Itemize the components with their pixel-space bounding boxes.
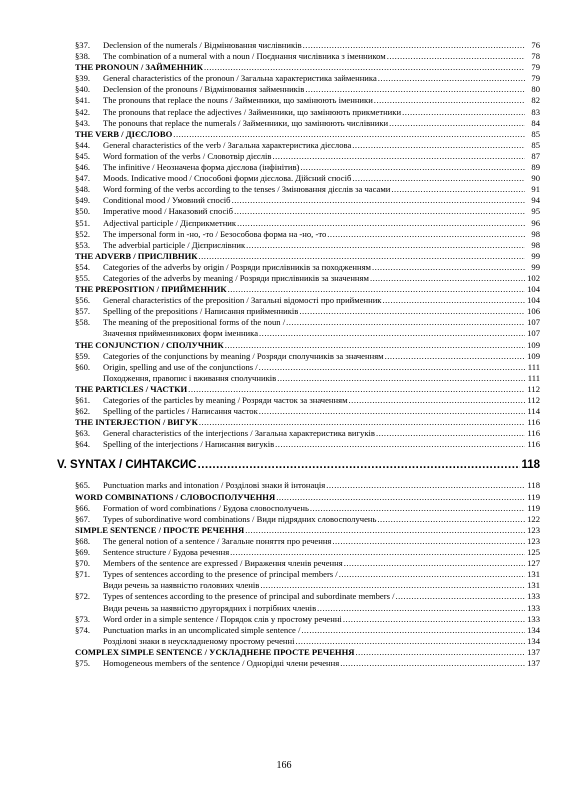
- toc-page-number: 133: [527, 591, 540, 602]
- toc-page-number: 137: [527, 657, 540, 668]
- toc-leader-dots: [402, 107, 525, 118]
- toc-title: Word order in a simple sentence / Порядок слів у простому реченні: [103, 613, 342, 624]
- toc-page-number: 89: [531, 162, 540, 173]
- toc-leader-dots: [199, 251, 526, 262]
- toc-entry-number: §54.: [75, 261, 91, 272]
- toc-title: General characteristics of the interjections / Загальна характеристика вигуків: [103, 428, 375, 439]
- toc-title: The adverbial participle / Дієприслівник: [103, 239, 246, 250]
- toc-entry-row: [75, 140, 540, 151]
- toc-entry-row: [75, 162, 540, 173]
- toc-leader-dots: [286, 317, 525, 328]
- toc-leader-dots: [225, 340, 525, 351]
- toc-title: General characteristics of the pronoun / Загальна характеристика займенника: [103, 73, 377, 84]
- toc-leader-dots: [383, 295, 526, 306]
- toc-title: Conditional mood / Умовний спосіб: [103, 195, 231, 206]
- toc-page-number: 134: [527, 624, 540, 635]
- toc-title: Categories of the adverbs by meaning / Розряди прислівників за значенням: [103, 272, 369, 283]
- toc-entry-row: [75, 317, 540, 328]
- toc-leader-dots: [299, 306, 525, 317]
- toc-entry-row: [75, 503, 540, 514]
- toc-title: COMPLEX SIMPLE SENTENCE / УСКЛАДНЕНЕ ПРОСТЕ РЕЧЕННЯ: [75, 646, 355, 657]
- toc-title: THE PRONOUN / ЗАЙМЕННИК: [75, 62, 203, 73]
- toc-title: WORD COMBINATIONS / СЛОВОСПОЛУЧЕННЯ: [75, 491, 276, 502]
- toc-entry-number: §41.: [75, 95, 91, 106]
- toc-entry-row: [75, 173, 540, 184]
- toc-title: THE PREPOSITION / ПРИЙМЕННИК: [75, 284, 227, 295]
- toc-leader-dots: [246, 240, 525, 251]
- toc-title: Походження, правопис і вживання сполучників: [103, 372, 277, 383]
- toc-leader-dots: [391, 184, 525, 195]
- toc-entry-row: [75, 40, 540, 51]
- toc-entry-row: [75, 107, 540, 118]
- toc-page-number: 116: [527, 417, 540, 428]
- toc-entry-number: §69.: [75, 547, 91, 558]
- toc-entry-row: [75, 84, 540, 95]
- toc-title: Formation of word combinations / Будова словосполучень: [103, 502, 309, 513]
- toc-entry-number: §63.: [75, 428, 91, 439]
- toc-page-number: 79: [531, 73, 540, 84]
- toc-page-number: 133: [527, 602, 540, 613]
- toc-page-number: 131: [527, 569, 540, 580]
- toc-leader-dots: [259, 406, 525, 417]
- toc-leader-dots: [301, 625, 525, 636]
- toc-entry-row: [75, 625, 540, 636]
- toc-leader-dots: [344, 558, 525, 569]
- toc-title: Значення прийменникових форм іменника: [103, 328, 259, 339]
- toc-entry-number: §47.: [75, 173, 91, 184]
- toc-leader-dots: [352, 140, 525, 151]
- toc-page-number: 127: [527, 558, 540, 569]
- toc-leader-dots: [310, 503, 525, 514]
- toc-entry-number: §43.: [75, 117, 91, 128]
- toc-page-number: 82: [531, 95, 540, 106]
- toc-entry-number: §55.: [75, 272, 91, 283]
- toc-leader-dots: [376, 428, 525, 439]
- toc-leader-dots: [317, 603, 525, 614]
- toc-leader-dots: [356, 647, 525, 658]
- toc-leader-dots: [277, 373, 525, 384]
- toc-title: The impersonal form in -но, -то / Безособова форма на -но, -то: [103, 228, 327, 239]
- toc-entry-row: [75, 73, 540, 84]
- toc-entry-row: [75, 558, 540, 569]
- toc-page-number: 78: [531, 51, 540, 62]
- toc-leader-dots: [276, 492, 525, 503]
- toc-page-number: 95: [531, 206, 540, 217]
- toc-entry-number: §51.: [75, 217, 91, 228]
- toc-entry-row: [75, 428, 540, 439]
- toc-entry-number: §75.: [75, 657, 91, 668]
- toc-page-number: 116: [527, 439, 540, 450]
- toc-title: Imperative mood / Наказовий спосіб: [103, 206, 234, 217]
- toc-leader-dots: [199, 417, 525, 428]
- toc-section-row: [75, 417, 540, 428]
- toc-entry-row: [75, 273, 540, 284]
- toc-leader-dots: [327, 229, 525, 240]
- toc-leader-dots: [275, 439, 525, 450]
- toc-entry-row: [75, 218, 540, 229]
- toc-entry-number: §44.: [75, 139, 91, 150]
- toc-entry-row: [75, 151, 540, 162]
- toc-entry-row: [75, 351, 540, 362]
- toc-entry-number: §59.: [75, 350, 91, 361]
- toc-title: Declension of the pronouns / Відмінювання займенників: [103, 84, 305, 95]
- toc-page-number: 76: [531, 40, 540, 50]
- toc-page-number: 137: [527, 646, 540, 657]
- toc-title: THE PARTICLES / ЧАСТКИ: [75, 383, 188, 394]
- toc-entry-row: [75, 229, 540, 240]
- toc-leader-dots: [295, 636, 525, 647]
- toc-title: Spelling of the prepositions / Написання прийменників: [103, 306, 299, 317]
- toc-entry-number: §58.: [75, 317, 91, 328]
- toc-entry-row: [75, 118, 540, 129]
- toc-leader-dots: [349, 395, 525, 406]
- toc-page-number: 109: [527, 339, 540, 350]
- toc-title: Word formation of the verbs / Словотвір дієслів: [103, 150, 272, 161]
- toc-title: Categories of the particles by meaning / Розряди часток за значенням: [103, 395, 348, 405]
- toc-leader-dots: [230, 547, 525, 558]
- toc-entry-row: [75, 480, 540, 491]
- toc-entry-number: §65.: [75, 480, 91, 491]
- toc-title: THE ADVERB / ПРИСЛІВНИК: [75, 250, 198, 261]
- toc-entry-number: §52.: [75, 228, 91, 239]
- toc-page-number: 99: [531, 250, 540, 261]
- toc-section-row: [75, 647, 540, 658]
- toc-leader-dots: [232, 195, 525, 206]
- toc-title: Types of sentences according to the presence of principal members /: [103, 569, 338, 580]
- toc-title: Origin, spelling and use of the conjunctions /: [103, 361, 258, 372]
- toc-leader-dots: [352, 173, 525, 184]
- toc-entry-number: §60.: [75, 361, 91, 372]
- toc-cont-row: [75, 636, 540, 647]
- toc-leader-dots: [173, 129, 525, 140]
- toc-page-number: 118: [521, 459, 540, 472]
- toc-title: Види речень за наявністю головних членів: [103, 580, 260, 591]
- toc-title: General characteristics of the verb / Загальна характеристика дієслова: [103, 139, 352, 150]
- toc-page-number: 118: [527, 480, 540, 491]
- toc-leader-dots: [305, 84, 525, 95]
- toc-major-row: [57, 450, 540, 480]
- toc-leader-dots: [204, 62, 525, 73]
- toc-section-row: [75, 340, 540, 351]
- toc-page-number: 98: [531, 228, 540, 239]
- toc-page-number: 111: [527, 372, 540, 383]
- toc-title: Homogeneous members of the sentence / Однорідні члени речення: [103, 657, 340, 668]
- toc-leader-dots: [395, 591, 525, 602]
- toc-page-number: 114: [527, 406, 540, 417]
- toc-page-number: 134: [527, 635, 540, 646]
- toc-leader-dots: [245, 525, 525, 536]
- toc-entry-number: §40.: [75, 84, 91, 95]
- toc-title: Word forming of the verbs according to the tenses / Змінювання дієслів за часами: [103, 184, 391, 195]
- toc-section-row: [75, 384, 540, 395]
- toc-entry-number: §62.: [75, 406, 91, 417]
- toc-entry-row: [75, 547, 540, 558]
- toc-title: The ponouns that replace the numerals / Займенники, що замінюють числівники: [103, 117, 389, 128]
- toc-page-number: 107: [527, 328, 540, 339]
- page-number: 166: [276, 760, 292, 771]
- toc-page-number: 122: [527, 513, 540, 524]
- toc-title: Declension of the numerals / Відмінювання числівників: [103, 40, 302, 50]
- toc-entry-number: §71.: [75, 569, 91, 580]
- toc-page-number: 111: [527, 361, 540, 372]
- toc-title: Розділові знаки в неускладненому простому реченні: [103, 635, 295, 646]
- toc-page-number: 85: [531, 128, 540, 139]
- toc-page-number: 102: [527, 272, 540, 283]
- toc-leader-dots: [385, 351, 525, 362]
- toc-page-number: 119: [527, 502, 540, 513]
- toc-leader-dots: [343, 614, 525, 625]
- toc-page-number: 79: [531, 62, 540, 73]
- toc-entry-number: §39.: [75, 73, 91, 84]
- toc-title: The general notion of a sentence / Загальне поняття про речення: [103, 535, 332, 546]
- toc-title: Types of sentences according to the presence of principal and subordinate members /: [103, 591, 395, 602]
- toc-title: Categories of the adverbs by origin / Розряди прислівників за походженням: [103, 261, 371, 272]
- toc-leader-dots: [303, 40, 525, 51]
- toc-page-number: 98: [531, 239, 540, 250]
- toc-entry-row: [75, 406, 540, 417]
- toc-page-number: 85: [531, 139, 540, 150]
- toc-leader-dots: [300, 162, 525, 173]
- toc-title: Types of subordinative word combinations / Види підрядних словосполучень: [103, 513, 377, 524]
- toc-entry-row: [75, 658, 540, 669]
- toc-leader-dots: [188, 384, 525, 395]
- toc-entry-row: [75, 195, 540, 206]
- toc-leader-dots: [377, 514, 525, 525]
- toc-page-number: 125: [527, 547, 540, 558]
- toc-section-row: [75, 62, 540, 73]
- toc-page-number: 123: [527, 535, 540, 546]
- toc-title: The combination of a numeral with a noun / Поєднання числівника з іменником: [103, 51, 386, 62]
- toc-entry-row: [75, 95, 540, 106]
- toc-entry-number: §46.: [75, 162, 91, 173]
- toc-entry-row: [75, 591, 540, 602]
- toc-page-number: 119: [527, 491, 540, 502]
- toc-leader-dots: [259, 328, 525, 339]
- toc-title: SIMPLE SENTENCE / ПРОСТЕ РЕЧЕННЯ: [75, 524, 245, 535]
- toc-entry-number: §74.: [75, 624, 91, 635]
- toc-page-number: 123: [527, 524, 540, 535]
- toc-title: Види речень за наявністю другорядних і потрібних членів: [103, 602, 317, 613]
- toc-entry-row: [75, 514, 540, 525]
- toc-entry-number: §45.: [75, 150, 91, 161]
- toc-title: Spelling of the interjections / Написання вигуків: [103, 439, 275, 450]
- toc-entry-number: §61.: [75, 395, 91, 405]
- toc-entry-number: §68.: [75, 535, 91, 546]
- toc-entry-row: [75, 295, 540, 306]
- toc-page-number: 96: [531, 217, 540, 228]
- toc-title: Spelling of the particles / Написання часток: [103, 406, 258, 417]
- toc-title: The pronouns that replace the adjectives / Займенники, що замінюють прикметники: [103, 106, 402, 117]
- toc-leader-dots: [234, 206, 525, 217]
- toc-cont-row: [75, 603, 540, 614]
- toc-page-number: 99: [531, 261, 540, 272]
- toc-entry-row: [75, 206, 540, 217]
- toc-entry-row: [75, 184, 540, 195]
- toc-entry-row: [75, 240, 540, 251]
- toc-section-row: [75, 525, 540, 536]
- toc-entry-row: [75, 395, 540, 406]
- toc-page-number: 91: [531, 184, 540, 195]
- toc-page-number: 90: [531, 173, 540, 184]
- toc-page-number: 104: [527, 284, 540, 295]
- toc-leader-dots: [237, 218, 525, 229]
- toc-title: Sentence structure / Будова речення: [103, 547, 230, 558]
- toc-page-number: 83: [531, 106, 540, 117]
- toc-section-row: [75, 251, 540, 262]
- toc-page-number: 109: [527, 350, 540, 361]
- toc-leader-dots: [370, 273, 525, 284]
- toc-title: Adjectival participle / Дієприкметник: [103, 217, 237, 228]
- toc-entry-number: §53.: [75, 239, 91, 250]
- toc-leader-dots: [260, 580, 525, 591]
- toc-leader-dots: [228, 284, 525, 295]
- toc-section-row: [75, 492, 540, 503]
- toc-entry-row: [75, 362, 540, 373]
- toc-entry-number: §67.: [75, 513, 91, 524]
- toc-page-number: 104: [527, 295, 540, 306]
- toc-page-number: 84: [531, 117, 540, 128]
- toc-leader-dots: [272, 151, 525, 162]
- toc-page-number: 94: [531, 195, 540, 206]
- toc-page-number: 106: [527, 306, 540, 317]
- toc-entry-number: §50.: [75, 206, 91, 217]
- toc-title: V. SYNTAX / СИНТАКСИС: [57, 459, 197, 472]
- toc-section-row: [75, 129, 540, 140]
- toc-title: The infinitive / Неозначена форма дієслова (інфінітив): [103, 162, 300, 173]
- toc-entry-row: [75, 569, 540, 580]
- toc-cont-row: [75, 328, 540, 339]
- toc-entry-row: [75, 614, 540, 625]
- toc-leader-dots: [339, 569, 525, 580]
- toc-leader-dots: [332, 536, 525, 547]
- toc-title: Members of the sentence are expressed / Вираження членів речення: [103, 558, 343, 569]
- toc-title: Punctuation marks and intonation / Розділові знаки й інтонація: [103, 480, 326, 491]
- toc-title: General characteristics of the preposition / Загальні відомості про прийменник: [103, 295, 382, 306]
- toc-entry-row: [75, 306, 540, 317]
- toc-page-number: 112: [527, 395, 540, 405]
- toc-page-number: 80: [531, 84, 540, 95]
- toc-title: The meaning of the prepositional forms of the noun /: [103, 317, 286, 328]
- toc-leader-dots: [378, 73, 525, 84]
- toc-page-number: 112: [527, 383, 540, 394]
- toc-leader-dots: [326, 480, 525, 491]
- toc-page-number: 107: [527, 317, 540, 328]
- toc-leader-dots: [372, 262, 525, 273]
- toc-entry-row: [75, 439, 540, 450]
- toc-section-row: [75, 284, 540, 295]
- toc-entry-row: [75, 51, 540, 62]
- toc-title: The pronouns that replace the nouns / Займенники, що замінюють іменники: [103, 95, 373, 106]
- toc-page-number: 87: [531, 150, 540, 161]
- toc-leader-dots: [374, 95, 525, 106]
- toc-entry-number: §73.: [75, 613, 91, 624]
- toc-entry-number: §64.: [75, 439, 91, 450]
- toc-leader-dots: [387, 51, 525, 62]
- toc-entry-number: §72.: [75, 591, 91, 602]
- table-of-contents: [57, 40, 540, 669]
- toc-leader-dots: [259, 362, 525, 373]
- toc-cont-row: [75, 373, 540, 384]
- toc-leader-dots: [198, 450, 521, 480]
- toc-entry-number: §49.: [75, 195, 91, 206]
- toc-title: Moods. Indicative mood / Способові форми дієслова. Дійсний спосіб: [103, 173, 352, 184]
- toc-page-number: 116: [527, 428, 540, 439]
- toc-title: Categories of the conjunctions by meaning / Розряди сполучників за значенням: [103, 350, 384, 361]
- toc-title: Punctuation marks in an uncomplicated simple sentence /: [103, 624, 301, 635]
- toc-entry-number: §42.: [75, 106, 91, 117]
- toc-title: THE INTERJECTION / ВИГУК: [75, 417, 198, 428]
- toc-entry-number: §66.: [75, 502, 91, 513]
- toc-page-number: 131: [527, 580, 540, 591]
- toc-entry-row: [75, 536, 540, 547]
- toc-entry-number: §37.: [75, 40, 91, 50]
- toc-cont-row: [75, 580, 540, 591]
- toc-entry-number: §56.: [75, 295, 91, 306]
- toc-entry-number: §38.: [75, 51, 91, 62]
- toc-title: THE CONJUNCTION / СПОЛУЧНИК: [75, 339, 224, 350]
- toc-page-number: 133: [527, 613, 540, 624]
- toc-entry-row: [75, 262, 540, 273]
- toc-leader-dots: [389, 118, 525, 129]
- toc-entry-number: §48.: [75, 184, 91, 195]
- toc-entry-number: §70.: [75, 558, 91, 569]
- toc-leader-dots: [340, 658, 525, 669]
- toc-title: THE VERB / ДІЄСЛОВО: [75, 128, 173, 139]
- toc-entry-number: §57.: [75, 306, 91, 317]
